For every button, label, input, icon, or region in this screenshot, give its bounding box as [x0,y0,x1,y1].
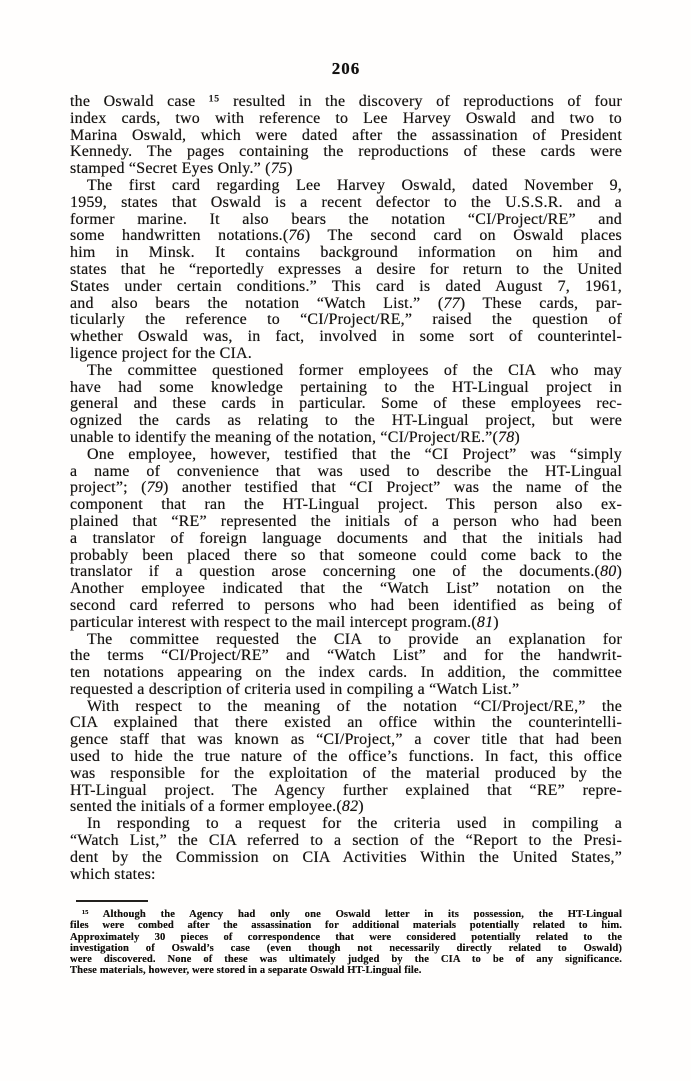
text-line: former marine. It also bears the notation “CI/Project/RE” and [70,211,622,228]
text-line: sented the initials of a former employee.(82) [70,799,364,816]
text-line: ognized the cards as relating to the HT-Lingual project, but were [70,413,622,430]
text-line: One employee, however, testified that the “CI Project” was “simply [87,446,622,463]
page-number: 206 [331,59,361,78]
text-line: ¹⁵ Although the Agency had only one Oswald letter in its possession, the HT-Lingual [82,909,622,920]
text-line: ticularly the reference to “CI/Project/RE,” raised the question of [70,312,622,329]
text-line: unable to identify the meaning of the notation, “CI/Project/RE.”(78) [70,429,520,446]
text-line: With respect to the meaning of the notation “CI/Project/RE,” the [87,698,622,715]
text-line: used to hide the true nature of the office’s functions. In fact, this office [70,749,622,766]
text-line: ligence project for the CIA. [70,345,252,362]
paragraph-committee-requested [70,632,622,699]
text-line: gence staff that was known as “CI/Project,” a cover title that had been [70,732,622,749]
paragraph-intro [70,94,622,178]
text-line: translator if a question arose concerning one of the documents.(80) [70,564,622,581]
text-line: whether Oswald was, in fact, involved in some sort of counterintel- [70,329,622,346]
text-line: dent by the Commission on CIA Activities Within the United States,” [70,849,622,866]
text-line: requested a description of criteria used in compiling a “Watch List.” [70,681,520,698]
text-line: the terms “CI/Project/RE” and “Watch List” and for the handwrit- [70,648,622,665]
text-line: have had some knowledge pertaining to the HT-Lingual project in [70,379,622,396]
text-line: The committee requested the CIA to provide an explanation for [87,631,622,648]
text-line: The committee questioned former employees of the CIA who may [87,362,622,379]
text-line: index cards, two with reference to Lee Harvey Oswald and two to [70,110,622,127]
text-line: second card referred to persons who had been identified as being of [70,597,622,614]
text-line: was responsible for the exploitation of the material produced by the [70,765,622,782]
text-line: component that ran the HT-Lingual project. This person also ex- [70,497,622,514]
text-line: particular interest with respect to the mail intercept program.(81) [70,614,499,631]
text-line: CIA explained that there existed an office within the counterintelli- [70,715,622,732]
text-line: stamped “Secret Eyes Only.” (75) [70,161,293,178]
text-line: 1959, states that Oswald is a recent defector to the U.S.S.R. and a [70,194,622,211]
text-line: some handwritten notations.(76) The second card on Oswald places [70,228,622,245]
text-line: ten notations appearing on the index cards. In addition, the committee [70,665,622,682]
text-line: a name of convenience that was used to describe the HT-Lingual [70,463,622,480]
text-line: Approximately 30 pieces of correspondence that were considered potentially related to the [70,931,622,943]
text-line: Kennedy. The pages containing the reproductions of these cards were [70,144,622,161]
text-line: files were combed after the assassination for additional materials potentially related to him. [70,920,622,932]
text-line: and also bears the notation “Watch List.” (77) These cards, par- [70,295,622,312]
text-line: a translator of foreign language documents and that the initials had [70,530,622,547]
text-line: HT-Lingual project. The Agency further explained that “RE” repre- [70,782,622,799]
paragraph-employee-testimony [70,447,622,632]
text-line: were discovered. None of these was ultimately judged by the CIA to be of any significance. [70,954,622,966]
footnote-separator-rule [76,900,148,902]
text-line: Marina Oswald, which were dated after the assassination of President [70,127,622,144]
text-line: general and these cards in particular. Some of these employees rec- [70,396,622,413]
text-line: him in Minsk. It contains background information on him and [70,245,622,262]
text-line: States under certain conditions.” This card is dated August 7, 1961, [70,278,622,295]
body-text [70,94,622,883]
text-line: which states: [70,866,156,883]
text-line: probably been placed there so that someone could come back to the [70,547,622,564]
text-line: plained that “RE” represented the initials of a person who had been [70,513,622,530]
text-line: These materials, however, were stored in a separate Oswald HT-Lingual file. [70,965,422,977]
text-line: Another employee indicated that the “Watch List” notation on the [70,581,622,598]
footnote-15 [70,909,622,977]
text-line: The first card regarding Lee Harvey Oswald, dated November 9, [87,177,622,194]
text-line: project”; (79) another testified that “CI Project” was the name of the [70,480,622,497]
text-line: “Watch List,” the CIA referred to a section of the “Report to the Presi- [70,833,622,850]
text-line: In responding to a request for the criteria used in compiling a [87,816,622,833]
text-line: states that he “reportedly expresses a desire for return to the United [70,261,622,278]
paragraph-watch-list-criteria [70,816,622,883]
text-line: investigation of Oswald’s case (even though not necessarily directly related to Oswald) [70,942,622,954]
paragraph-committee-questioned [70,363,622,447]
paragraph-cia-explanation [70,699,622,817]
text-line: the Oswald case ¹⁵ resulted in the discovery of reproductions of four [70,94,622,110]
paragraph-first-card [70,178,622,363]
